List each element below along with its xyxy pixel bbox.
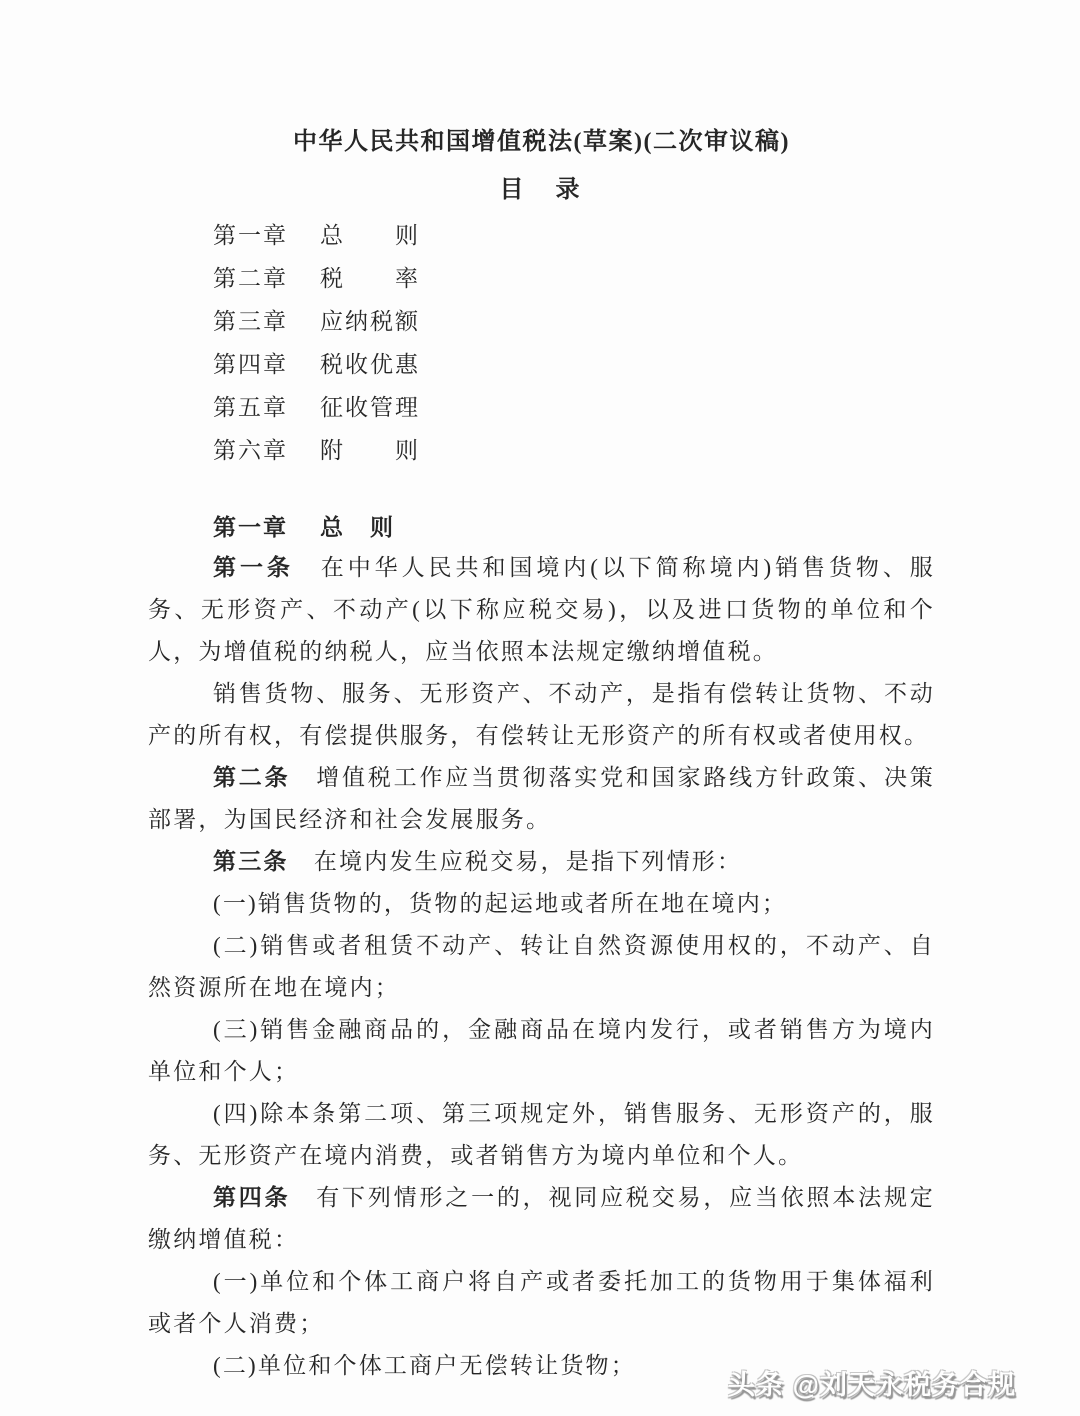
paragraph-text: (二)销售或者租赁不动产、转让自然资源使用权的，不动产、自然资源所在地在境内； — [148, 933, 935, 1000]
list-item-1 — [148, 1261, 935, 1345]
toc-chapter-title: 税收优惠 — [320, 352, 420, 377]
toc-chapter-number: 第三章 — [213, 309, 288, 334]
toc-chapter-title: 税 率 — [320, 266, 420, 291]
document-title: 中华人民共和国增值税法(草案)(二次审议稿) — [293, 129, 790, 155]
chapter-1-heading — [148, 504, 935, 547]
paragraph-article-4 — [148, 1177, 935, 1261]
toutiao-watermark: 头条 @刘天永税务合规 — [728, 1370, 1016, 1400]
toc-row-chapter-4 — [148, 341, 935, 384]
toc-chapter-title: 总 则 — [320, 223, 420, 248]
paragraph — [148, 673, 935, 757]
toc-row-chapter-5 — [148, 384, 935, 427]
article-number: 第一条 — [213, 555, 321, 580]
paragraph-text: (一)单位和个体工商户将自产或者委托加工的货物用于集体福利或者个人消费； — [148, 1269, 935, 1336]
toc-chapter-number: 第六章 — [213, 438, 288, 463]
table-of-contents — [148, 212, 935, 470]
toc-chapter-number: 第二章 — [213, 266, 288, 291]
list-item-1 — [148, 883, 935, 925]
paragraph-text: (三)销售金融商品的，金融商品在境内发行，或者销售方为境内单位和个人； — [148, 1017, 935, 1084]
toc-chapter-title: 应纳税额 — [320, 309, 420, 334]
list-item-3 — [148, 1009, 935, 1093]
toc-heading: 目 录 — [499, 177, 584, 203]
paragraph-text: (一)销售货物的，货物的起运地或者所在地在境内； — [213, 891, 788, 916]
article-number: 第三条 — [213, 849, 314, 874]
paragraph-text: 增值税工作应当贯彻落实党和国家路线方针政策、决策部署，为国民经济和社会发展服务。 — [148, 765, 935, 832]
article-number: 第四条 — [213, 1185, 317, 1210]
paragraph-text: (四)除本条第二项、第三项规定外，销售服务、无形资产的，服务、无形资产在境内消费，或者销售方为境内单位和个人。 — [148, 1101, 935, 1168]
list-item-4 — [148, 1093, 935, 1177]
paragraph-text: 有下列情形之一的，视同应税交易，应当依照本法规定缴纳增值税： — [148, 1185, 935, 1252]
paragraph-article-2 — [148, 757, 935, 841]
toc-chapter-title: 附 则 — [320, 438, 420, 463]
paragraph-text: 在境内发生应税交易，是指下列情形： — [313, 849, 743, 874]
list-item-2 — [148, 925, 935, 1009]
document-page — [148, 0, 935, 1387]
paragraph-article-3 — [148, 841, 935, 883]
chapter-1-body — [148, 547, 935, 1387]
chapter-heading-name: 总 则 — [320, 515, 395, 540]
toc-row-chapter-6 — [148, 427, 935, 470]
chapter-heading-number: 第一章 — [213, 515, 288, 540]
paragraph-text: 销售货物、服务、无形资产、不动产，是指有偿转让货物、不动产的所有权，有偿提供服务，有偿转让无形资产的所有权或者使用权。 — [148, 681, 935, 748]
toc-chapter-title: 征收管理 — [320, 395, 420, 420]
toc-chapter-number: 第一章 — [213, 223, 288, 248]
paragraph-article-1 — [148, 547, 935, 673]
toc-row-chapter-3 — [148, 298, 935, 341]
paragraph-text: (二)单位和个体工商户无偿转让货物； — [213, 1353, 636, 1378]
toc-row-chapter-2 — [148, 255, 935, 298]
paragraph-text: 在中华人民共和国境内(以下简称境内)销售货物、服务、无形资产、不动产(以下称应税交易)，以及进口货物的单位和个人，为增值税的纳税人，应当依照本法规定缴纳增值税。 — [148, 555, 935, 664]
article-number: 第二条 — [213, 765, 317, 790]
toc-row-chapter-1 — [148, 212, 935, 255]
toc-chapter-number: 第五章 — [213, 395, 288, 420]
toc-chapter-number: 第四章 — [213, 352, 288, 377]
